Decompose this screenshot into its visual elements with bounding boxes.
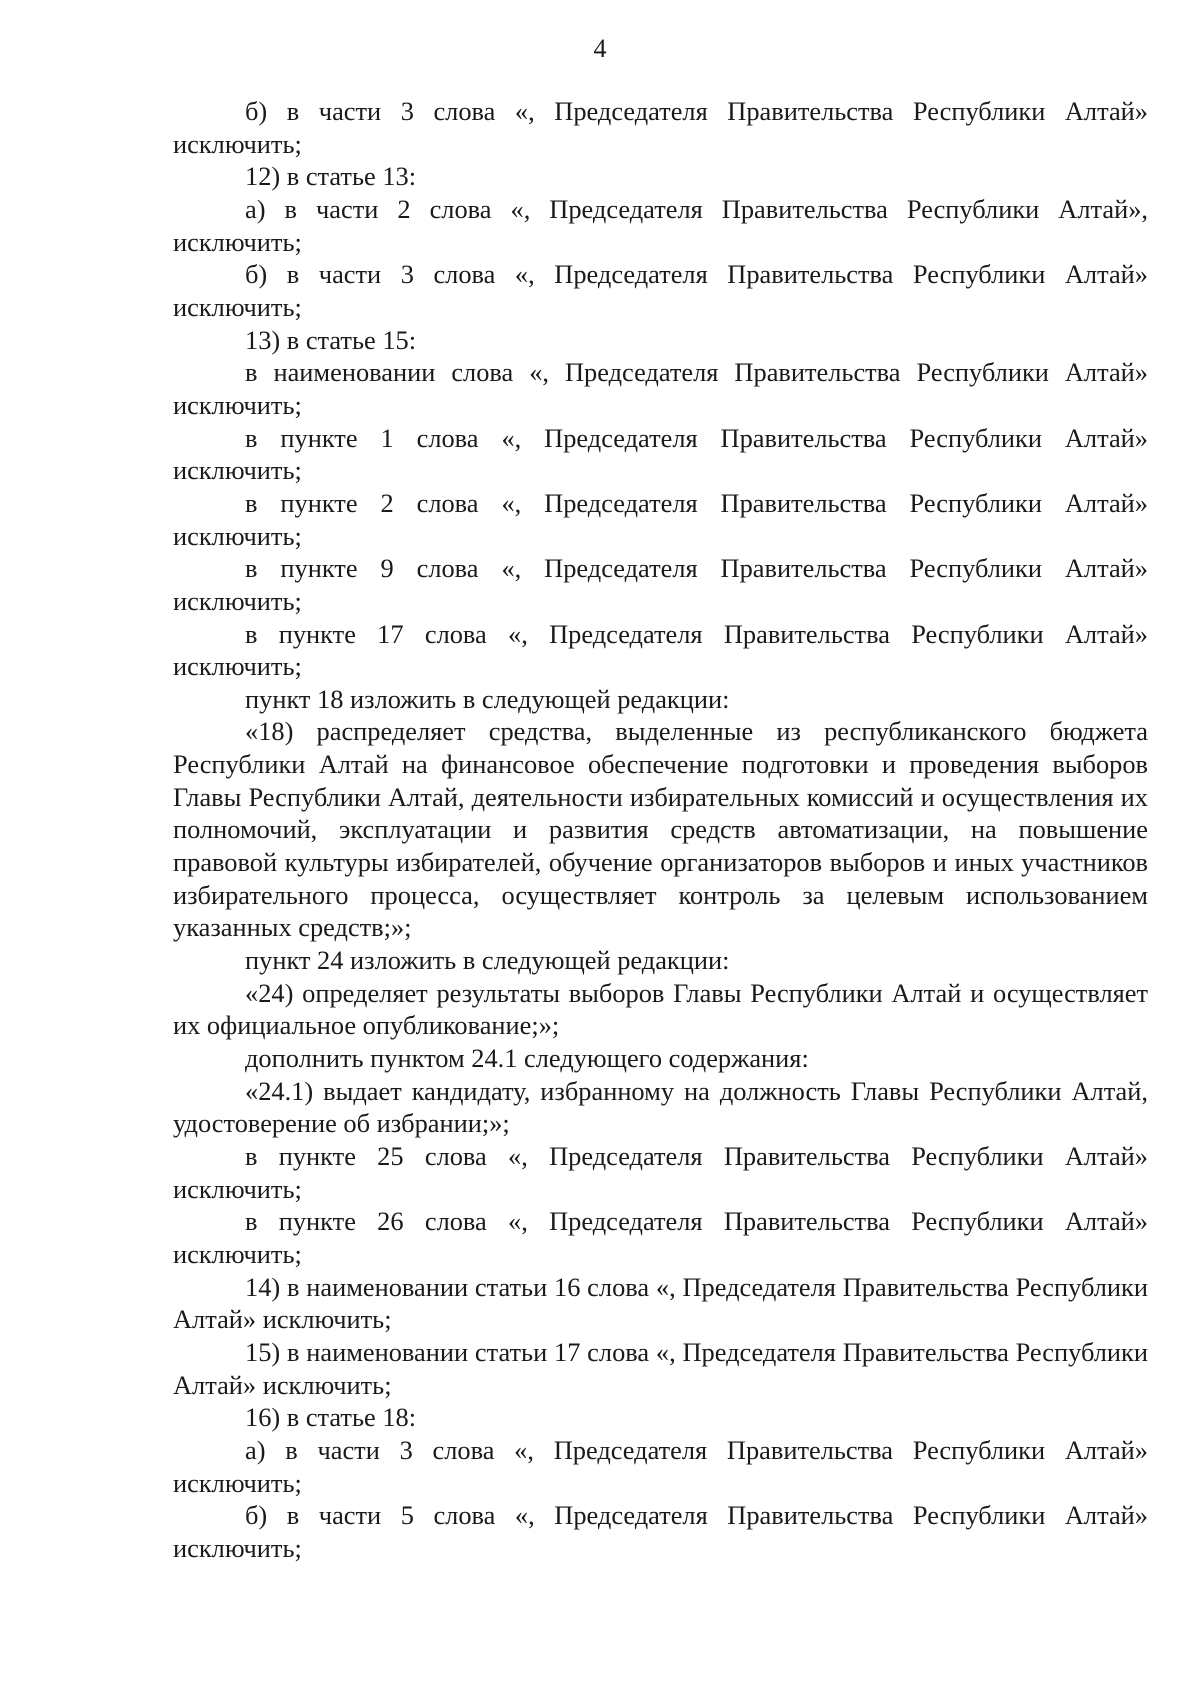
paragraph: в пункте 9 слова «, Председателя Правительства Республики Алтай» исключить; xyxy=(173,553,1148,616)
paragraph: 13) в статье 15: xyxy=(245,324,417,355)
paragraph: б) в части 3 слова «, Председателя Правительства Республики Алтай» исключить; xyxy=(173,259,1148,322)
paragraph: а) в части 3 слова «, Председателя Правительства Республики Алтай» исключить; xyxy=(173,1434,1148,1498)
paragraph: 14) в наименовании статьи 16 слова «, Председателя Правительства Республики Алтай» исключить; xyxy=(173,1271,1148,1335)
paragraph: дополнить пунктом 24.1 следующего содержания: xyxy=(245,1043,809,1074)
paragraph: 15) в наименовании статьи 17 слова «, Председателя Правительства Республики Алтай» исключить; xyxy=(173,1336,1148,1400)
paragraph: 16) в статье 18: xyxy=(245,1402,417,1433)
paragraph: б) в части 5 слова «, Председателя Правительства Республики Алтай» исключить; xyxy=(173,1500,1148,1563)
paragraph: пункт 24 изложить в следующей редакции: xyxy=(245,945,730,976)
paragraph: в пункте 1 слова «, Председателя Правительства Республики Алтай» исключить; xyxy=(173,422,1148,486)
paragraph: в пункте 26 слова «, Председателя Правительства Республики Алтай» исключить; xyxy=(173,1206,1148,1269)
paragraph: «18) распределяет средства, выделенные из республиканского бюджета Республики Алтай на финансовое обеспечение подготовки и проведения выборов Главы Республики Алтай, деятельности избирательных комиссий и осуществления их полномочий, эксплуатации и развития средств автоматизации, на повышение правовой культуры избирателей, обучение организаторов выборов и иных участников избирательного процесса, осуществляет контроль за целевым использованием указанных средств;»; xyxy=(173,716,1148,943)
paragraph: в пункте 2 слова «, Председателя Правительства Республики Алтай» исключить; xyxy=(173,487,1148,551)
page-number: 4 xyxy=(593,34,607,63)
paragraph: пункт 18 изложить в следующей редакции: xyxy=(245,683,730,714)
paragraph: 12) в статье 13: xyxy=(245,161,417,192)
paragraph: в пункте 17 слова «, Председателя Правительства Республики Алтай» исключить; xyxy=(173,618,1148,682)
paragraph: в пункте 25 слова «, Председателя Правительства Республики Алтай» исключить; xyxy=(173,1141,1148,1204)
paragraph: в наименовании слова «, Председателя Правительства Республики Алтай» исключить; xyxy=(173,357,1148,420)
paragraph: б) в части 3 слова «, Председателя Правительства Республики Алтай» исключить; xyxy=(173,96,1148,159)
paragraph: «24.1) выдает кандидату, избранному на должность Главы Республики Алтай, удостоверение об избрании;»; xyxy=(173,1075,1148,1139)
document-body xyxy=(173,95,1148,1565)
paragraph: «24) определяет результаты выборов Главы Республики Алтай и осуществляет их официальное опубликование;»; xyxy=(173,977,1148,1041)
paragraph: а) в части 2 слова «, Председателя Правительства Республики Алтай», исключить; xyxy=(173,193,1148,257)
